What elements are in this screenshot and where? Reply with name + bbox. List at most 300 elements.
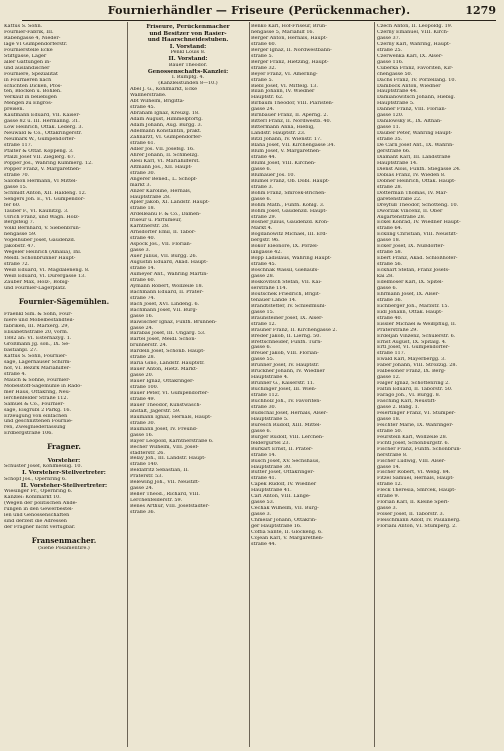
entry-line: Buresch Rudolf, XIII. Mittel- (251, 422, 322, 428)
entry-line: Bopp Ladislaus, Währing Haupt- (251, 256, 332, 262)
entry-line: straße 4. (4, 371, 27, 377)
entry-line: gasse 24. (130, 486, 154, 492)
entry-line: gasse 16. (130, 432, 154, 438)
entry-line: straße 29. (251, 214, 277, 220)
entry-line: gerstraße 66. (377, 149, 411, 155)
entry-line: gasse 12. (377, 375, 401, 381)
entry-line: Adam August, Himmelpfortg. (130, 117, 203, 123)
entry-line: gasse 37. (377, 35, 401, 41)
entry-line: gasse 24. (130, 325, 154, 331)
entry-line: gasse 3. (377, 506, 398, 512)
entry-line: säge, Lagerhäuser Schirm- (4, 359, 72, 365)
entry-line: Buchinger Josef, III. Wien- (251, 387, 317, 393)
entry-line: Benes Arthur, VIII. Josefstädter- (130, 504, 210, 510)
entry-line: Damianowitsch Johann, Hiebig. (377, 95, 456, 101)
entry-line: Feurstein Karl, Wollzeile 28. (377, 434, 448, 440)
entry-line: fer 60. (4, 202, 21, 208)
entry-line: Angerer Bened., L. Schöpf- (130, 176, 198, 182)
entry-line: Brunner Josef, IV. Hauptstr. (251, 363, 320, 369)
entry-line: Danner Franz, VIII. Florian- (377, 107, 447, 113)
entry-line: Bösner Julius, Gaudenzd. Kron- (251, 220, 329, 226)
entry-line: gasse 28. (251, 274, 275, 280)
entry-line: gasse 53. (251, 500, 275, 506)
entry-line: straße 45. (130, 105, 156, 111)
entry-line: Auer Julius, VII. Burgg. 26. (130, 254, 198, 260)
entry-line: markt 3. (130, 182, 152, 188)
entry-line: Feiertinger Franz, VI. Stumper- (377, 410, 456, 416)
entry-line: Großmann Jg. son., IX. Se- (4, 342, 70, 348)
entry-line: Ardelleanu F. & Co., Damen- (130, 212, 201, 218)
entry-line: (Kanzleistunden 8—10.) (158, 81, 218, 87)
entry-line: Aymann Robert, Wollzeile 18. (130, 283, 204, 289)
entry-line: Wallnerstraße. (130, 93, 167, 99)
entry-line: ten, Blöcken u. Bohlen. (4, 89, 62, 95)
entry-line: Berger Anton, Hernals, Haupt- (251, 35, 328, 41)
entry-line: Meidl. Schönbrunner Haupt- (4, 256, 76, 262)
entry-line: Abt Wilhelm, Brigitta- (130, 99, 185, 105)
entry-line: städterstr. 26. (130, 450, 165, 456)
entry-line: nengasse 5, Mariahilf 16. (251, 29, 315, 35)
entry-line: Dworzak Vincenz, II. Ober (377, 208, 443, 214)
entry-line: ger Hauptstraße 16. (251, 524, 302, 530)
entry-line: Bardelli Josef, Schönb. Haupt- (130, 349, 205, 355)
entry-line: Popper Franz, V. Margarethen- (4, 166, 81, 172)
entry-line: Butter Josef, Ottakringer- (251, 470, 315, 476)
entry-line: Baumann Ignaz, Hernals, Haupt- (130, 414, 212, 420)
entry-line: und ausländischer (4, 65, 50, 71)
entry-line: straße 117. (4, 143, 33, 149)
entry-line: Zahnarzt, VI. Gumpendorfer- (130, 135, 203, 140)
entry-line: Bach Josef, XVI. Lindeng. 6. (130, 301, 200, 307)
entry-line: Edelmoser Karl, IX. Spitel- (377, 279, 444, 285)
entry-line: kai 28. (377, 274, 394, 280)
entry-line: Brandtstetter, IV. Schleifmühl- (251, 303, 327, 309)
entry-line: straße 40. (130, 236, 156, 242)
entry-line: gasse 6. (251, 196, 272, 202)
entry-line: straße 140. (130, 462, 159, 468)
entry-line: bastianpl. 27. (4, 348, 38, 354)
entry-line: Fraenkl Sim. & Sohn, Four- (4, 312, 73, 318)
entry-line: Baumann Josef, IV. Freund- (130, 426, 198, 432)
entry-line: Bilan Johann, IV. Wiedner (251, 89, 315, 95)
entry-line: Beyer Franz, VI. Amerling- (251, 71, 318, 77)
entry-line: Beldafritz Sebastian, II. (130, 468, 189, 474)
entry-line: Hauptstraße 44. (377, 89, 418, 95)
entry-line: Markt 4. (251, 226, 273, 232)
page-number: 1279 (465, 4, 496, 17)
entry-line: gasse 6. (251, 428, 272, 434)
entry-line: Stiftgasse, Lager (4, 53, 47, 59)
entry-line: Fichtl Josef, Schönburgstr. 6. (377, 440, 450, 446)
entry-line: gasse 3. (251, 512, 272, 518)
entry-line: Blümel Franz, Ob. Döbl. Haupt- (251, 178, 330, 184)
entry-line: Genossenschafts-Kanzlei: (147, 68, 229, 75)
entry-line: straße 44. (251, 154, 277, 160)
entry-line: feldergürtel 23. (251, 440, 291, 446)
entry-line: Berger Franz, Hietzing, Haupt- (251, 59, 329, 65)
entry-line: gasse 55. (251, 357, 275, 363)
entry-line: und Fournier-Lagerplatz. (4, 285, 67, 291)
entry-line: brunnerstr. 24. (130, 343, 168, 349)
entry-line: Breder Jakob, II. Lierng. 50. (251, 333, 321, 339)
entry-line: Erdeljan Vinzenz, Schulerstr. 6. (377, 333, 456, 339)
entry-line: Abraham Ignaz, Kreuzg. 18. (130, 111, 200, 117)
entry-line: Altmann Jos., XII. Haupt- (130, 164, 193, 170)
entry-line: Capek Rudolf, IV. Wiedner (251, 482, 317, 488)
entry-line: anstalt, Jägerstr. 59. (130, 408, 181, 414)
entry-line: garetenstraße 22. (377, 196, 422, 202)
entry-line: Czerwenka Karl, IX. Alser- (377, 53, 443, 59)
entry-line: Becher Wilhelm, VIII. Josef- (130, 444, 199, 450)
entry-line: Eckling Christian, VIII. Neustift- (377, 232, 458, 238)
entry-line: Birbaum Theodor, VIII. Piaristen- (251, 101, 334, 107)
entry-line: Wegeler Heinrich (Amalia), Ihl. (4, 250, 82, 256)
entry-line: Kanzlei: Kohlmarkt 10. (4, 495, 61, 501)
entry-line: Bauer Ignaz, Ottakringer- (130, 379, 195, 385)
entry-line: Bokor Eleonore, IX. Porzel- (251, 244, 319, 250)
entry-line: straße 60. (130, 277, 156, 283)
entry-line: straße 28. (130, 355, 156, 361)
column-1 (4, 24, 124, 747)
entry-line: Neuwald & Co., Ottakringerstr. (4, 131, 82, 137)
entry-line: Birnbauer Franz, II. Aperng. 2. (251, 113, 329, 119)
entry-line: Kattus S. Sohn. (4, 24, 43, 29)
entry-line: Coffia Sante, II. Glockeng. 6. (251, 530, 323, 536)
entry-line: aller Gattungen in- (4, 59, 51, 65)
entry-line: Vorsteher: (47, 457, 81, 464)
entry-line: straße 30. (130, 170, 156, 176)
entry-line: straße 74. (130, 295, 156, 301)
entry-line: Popper Jos., Währing Kummerg. 12. (4, 160, 93, 166)
entry-line: straße 58. (377, 250, 403, 256)
entry-line: Czech Anton, II. Leopoldg. 19. (377, 24, 453, 29)
entry-line: in Fournieren nach (4, 77, 52, 83)
entry-line: Eichberger Joh., Märzstr. 15. (377, 303, 450, 309)
entry-line: Bachmann Josef, VII. Burg- (130, 307, 198, 313)
entry-line: Ebert Franz, Akad. Schloßhofer- (377, 256, 458, 262)
entry-line: Neumark W., Gumpendorfer- (4, 137, 76, 143)
entry-line: gasse 16. (130, 313, 154, 319)
entry-line: sind derzeit die Adressen (4, 519, 67, 525)
entry-line: Weiß Eduard, VI. Dürergasse 13. (4, 274, 86, 280)
entry-line: Brunner G., Kaiserstr. 11. (251, 381, 315, 387)
entry-line: friseur u. Parfümeur, (130, 218, 182, 224)
entry-line: Fasching Karl, Neustift- (377, 399, 437, 405)
entry-line: Fischer Franz, Fünfh. Schönbrun- (377, 446, 462, 452)
entry-line: Florian Karl, II. Kleine Sperl- (377, 500, 450, 506)
entry-line: Baria Gino, Landstr. Hauptstr. (130, 361, 205, 367)
entry-line: Hauptstraße 5. (251, 416, 289, 422)
column-4 (377, 24, 500, 747)
entry-line: langasse 42. (251, 250, 282, 256)
entry-line: Hauptstr. 62. (251, 95, 284, 101)
entry-line: gasse 18. (377, 416, 401, 422)
column-rule (249, 22, 250, 747)
entry-line: Baiwischer Ignaz, Fünfh. Brunnen- (130, 319, 217, 325)
entry-line: Elisabethstraße 20, vorm. (4, 330, 69, 336)
entry-line: serstraße 114. (251, 285, 288, 291)
entry-line: I. Vorsteher-Stellvertreter: (22, 470, 106, 477)
entry-line: Farago Joh., VI. Burgg. 8. (377, 393, 441, 399)
entry-line: Czerny Emanuel, VIII. Kirch- (377, 29, 449, 35)
entry-line: Bitzl Johann, IV. Wienstr. 17. (251, 137, 322, 143)
entry-line: straße 41. (251, 476, 277, 482)
entry-line: straße 40. (377, 315, 403, 321)
entry-line: Bittermann Anna, Hiebig, (251, 125, 315, 131)
entry-line: Dotterman Thomas, IV. Mar- (377, 190, 448, 196)
entry-line: Bogdanowitz Michael, III. Erd- (251, 232, 328, 238)
entry-line: Bluml Josef, VIII. Kirchen- (251, 160, 316, 166)
entry-line: nengasse 59. (4, 232, 37, 238)
entry-line: Arnsdorfer Emil, II. Tabor- (130, 230, 196, 236)
entry-line: Samuel & Co., Fournier- (4, 401, 65, 407)
entry-line: Fleck Theresia, Smrcek, Haupt- (377, 488, 456, 494)
entry-line: straße 32. (251, 65, 277, 71)
entry-line: II. Vorsteher-Stellvertreter: (20, 482, 108, 489)
entry-line: straße 112. (251, 393, 280, 399)
entry-line: straße 12. (251, 321, 277, 327)
entry-line: Sengers Joh. E., VI. Gumpendor- (4, 196, 85, 202)
entry-line: rungen in den Gewerbestel- (4, 507, 74, 513)
entry-line: Kattus S. Sohn, Fournier- (4, 353, 67, 359)
entry-line: Diamant Karl, III. Landstraße (377, 154, 451, 160)
entry-line: Falger Ignaz, Schottenring 2. (377, 381, 450, 387)
entry-line: Belay Joh., III. Landstr. Haupt- (130, 456, 206, 462)
entry-line: Adler Jos. VII. Josefsg. 16. (130, 146, 195, 152)
entry-line: Apler Jakob, XI. Landstr. Haupt- (130, 200, 210, 206)
entry-line: gasse 2. Babg. 1. (377, 405, 420, 410)
entry-line: Burkart Ernst, II. Prater- (251, 446, 313, 452)
entry-line: gasse 15. (4, 184, 28, 190)
entry-line: straße 44. (251, 541, 277, 547)
entry-line: Brettschneider, Fünfh. Turn- (251, 339, 323, 345)
entry-line: Bauer Theodor, Kunstwasch- (130, 402, 202, 408)
entry-line: Fournierstelle Ecke (4, 47, 53, 53)
entry-line: len und Genossenschaften (4, 513, 70, 519)
entry-line: Weiß Eduard, VI. Magdaleneng. 8. (4, 268, 90, 274)
entry-line: Schöpf Jos., Opernring 6. (4, 476, 67, 482)
entry-line: Fourniere, Spezialität (4, 71, 58, 77)
entry-line: Berger Ignaz, II. Nordwestbahn- (251, 47, 332, 53)
entry-line: Schmidt Anton, XII. Haldeng. 12. (4, 190, 87, 196)
entry-line: II. Vorstand: (168, 56, 208, 63)
entry-line: Cechak Wilhelm, VII. Burg- (251, 506, 319, 512)
entry-line: Braunsteiner Josef, IX. Alser- (251, 315, 324, 321)
entry-line: Fragner. (47, 443, 81, 452)
entry-line: Beller Theod., Richard, VIII. (130, 492, 200, 498)
entry-line: Zauber Max, Holz-, Böbig- (4, 279, 70, 285)
entry-line: Cojean Karl, V. Margarethen- (251, 535, 324, 541)
entry-line: straße 3. (251, 184, 274, 190)
entry-line: hof, VI. Bezirk Mariahilfer- (4, 365, 71, 371)
entry-line: 1882 an: VI. Esterházyg. 1. (4, 336, 72, 342)
entry-line: gasse 14. (377, 464, 401, 470)
entry-line: Erzeugung von einfachen (4, 413, 68, 419)
entry-line: Breuer Jakob, VIII. Florian- (251, 351, 319, 357)
entry-line: Fournier-Fabrik, III. (4, 29, 54, 35)
entry-line: I. Vorstand: (169, 43, 207, 50)
entry-line: straße 30. (130, 420, 156, 426)
entry-line: straße 49. (130, 396, 156, 402)
entry-line: Czerny Karl, Währing, Haupt- (377, 41, 451, 47)
entry-line: Mauch & Söhne, Fournier- (4, 377, 71, 383)
entry-line: straße 30. (251, 405, 277, 410)
entry-line: straße 9. (377, 494, 400, 500)
entry-line: Lerchenfelderstr. 59. (130, 498, 183, 504)
entry-line: Ernst August, IX. Spitalg. 4. (377, 339, 447, 345)
entry-line: Dreyfuß Theodor, Schotteng. 10. (377, 202, 459, 208)
entry-line: Hauptstraße 14. (377, 160, 418, 166)
entry-line: Kärntnerstr. 28. (130, 224, 170, 230)
entry-line: Ecker Josef, IX. Nußdorfer- (377, 244, 445, 250)
entry-line: straße 56. (377, 262, 403, 268)
entry-line: Fournier-Sägemühlen. (18, 297, 110, 306)
entry-line: Ertl Josef, VI. Gumpendorfer- (377, 345, 450, 351)
entry-line: gasse 6. (251, 345, 272, 351)
entry-line: gasse 120. (377, 113, 404, 119)
entry-line: Adelmann Konstantin, prakt. (130, 129, 202, 135)
entry-line: straße 64. (377, 226, 403, 232)
entry-line: straße 28. (377, 184, 403, 190)
entry-line: Damböck Anton, Wiedner (377, 83, 441, 89)
entry-line: Danilowsky R., IX. Althan- (377, 119, 442, 125)
entry-line: Adam Johann, Aug. Burgg. 3. (130, 123, 203, 129)
entry-line: Anzer Karoline, Hernals, (130, 188, 192, 194)
entry-line: Augustin Eduard, Akad. Haupt- (130, 260, 208, 266)
entry-line: straße 18. (130, 206, 156, 212)
entry-line: chengasse 50. (377, 71, 413, 77)
column-3 (251, 24, 371, 747)
entry-line: Boskovitsch Stefan, VII. Kai- (251, 279, 322, 285)
entry-line: lerchenfelder Straße 112. (4, 395, 69, 401)
entry-line: straße 5. (251, 77, 274, 83)
entry-line: Rabengasse 4, Nieder- (4, 35, 61, 41)
entry-line: Barabás Josef, III. Ungarg. 53. (130, 331, 206, 337)
entry-line: Erdbergstraße 106. (4, 431, 53, 437)
entry-line: straße 35. (377, 137, 403, 143)
entry-line: Böhm Math., Fünfh. Kohlg. 3. (251, 202, 325, 208)
entry-line: tenauer Lände 14. (251, 297, 297, 303)
entry-line: straße 100. (130, 385, 159, 391)
entry-line: Carl Anton, VIII. Lange- (251, 494, 311, 500)
entry-line: niere und Möbelbestandteil- (4, 318, 75, 324)
entry-line: Bauer Anton, Hietz. Markt- (130, 367, 198, 373)
entry-line: Dobner Heinrich, Ottak. Haupt- (377, 178, 456, 184)
entry-line: Floriani Anton, VI. Stumperg. 2. (377, 524, 457, 530)
entry-line: Ehrmann Josef, IX. Alser- (377, 291, 440, 297)
running-title: Fournierhändler — Friseure (Perückenmacher). (107, 4, 411, 17)
entry-line: Blumauer Jos. 10. (251, 172, 296, 178)
entry-line: Fischer Robert, VI. Webg. 84. (377, 470, 451, 476)
entry-line: Löw Heinrich, Ottak. Lederg. 3. (4, 125, 84, 131)
entry-line: Hauptstraße 41. (251, 488, 292, 494)
entry-line: Bayer Leopold, Kärntnerstraße 6. (130, 438, 214, 444)
entry-line: Hauptstraße 5. (377, 101, 415, 107)
entry-line: (Siehe Posamentire.) (38, 545, 90, 551)
entry-line: straße 14. (130, 265, 156, 271)
entry-line: Bauer Theodor. (168, 62, 208, 68)
entry-line: Falbesoner Franz, IX. Berg- (377, 369, 446, 375)
entry-line: Dobias Franz, IV. Wieden 8. (377, 172, 446, 178)
entry-line: Penkl Louis 8. (170, 50, 206, 56)
entry-line: straße 45. (251, 262, 277, 268)
entry-line: preisen. (4, 107, 25, 113)
entry-line: Ewald Karl, Mayerbergg. 3. (377, 357, 446, 363)
entry-line: straße 60. (251, 41, 277, 47)
entry-line: Budschal Josef, Hernals, Alser- (251, 410, 328, 416)
entry-line: Blum Josef, V. Margarethen- (251, 149, 321, 155)
entry-line: der Fragner nicht verfügbar. (4, 525, 76, 531)
entry-line: Ulrich Franz, und Wagn. Holz- (4, 214, 80, 220)
entry-line: straße 25. (377, 47, 403, 53)
entry-line: Fitzel Samuel, Hernals, Haupt- (377, 476, 454, 482)
entry-line: Boschnak Wassil, Gießaufs- (251, 268, 319, 274)
entry-line: Fölser Josef, II. Taborstr. 3. (377, 512, 445, 518)
entry-line: Hauptstraße 28. (130, 194, 171, 200)
entry-line: Busch Josef, XV. Sechshaus, (251, 458, 320, 464)
entry-line: Eckel Konrad, IV. Wiedner Haupt- (377, 220, 461, 226)
entry-line: Bauer Peter, VI. Gumpendorfer- (130, 390, 209, 396)
column-2 (130, 24, 246, 747)
entry-line: De Carli Josef Ant., IX. Währin- (377, 143, 454, 149)
entry-line: und Haarschneidestuben. (147, 37, 229, 44)
entry-line: Böhm Franz, Smrcek-Brichen- (251, 190, 326, 196)
column-rule (374, 22, 375, 747)
column-rule (127, 22, 128, 747)
entry-line: säge, Eisgrübl 2 Parkg. 16. (4, 407, 72, 413)
entry-line: straße 72. (4, 262, 30, 268)
entry-line: Hauptstraße 4. (251, 375, 289, 381)
entry-line: Fischer Ludwig, VIII. Alser- (377, 458, 446, 464)
entry-line: Salomon Hermann, VI Mittel- (4, 178, 78, 184)
page-header (22, 4, 496, 21)
entry-line: Jakobstr. 47. (4, 244, 36, 250)
entry-line: Praterstraße 29. (377, 327, 418, 333)
entry-line: straße 50. (377, 428, 403, 434)
entry-line: Dachs Franz, IV. Porzellang. 10. (377, 77, 457, 83)
entry-line: Vogelhuber Josef, Gaudenzd. (4, 238, 76, 244)
entry-line: Bergsteig 7. (4, 220, 35, 226)
entry-line: gasse 82 u. III. Hermanng. 31. (4, 119, 80, 125)
entry-line: gasse 6. (377, 285, 398, 291)
entry-line: Bachmann Eduard, II. Prater- (130, 289, 204, 295)
entry-line: straße 36. (377, 297, 403, 303)
entry-line: und geschnittenen Fournie- (4, 419, 73, 425)
entry-line: Aspöck Jos., VII. Florian- (130, 242, 192, 248)
entry-line: Feichter Marie, IX. Währinger- (377, 422, 454, 428)
entry-line: straße 117. (377, 351, 406, 357)
entry-line: Praterstr. 53. (130, 474, 163, 480)
entry-line: (Wegen der politischen Ände- (4, 501, 78, 507)
entry-line: gasse 6. (251, 166, 272, 172)
entry-line: Bitterl Franz, II. Nordwestb. 40. (251, 119, 332, 125)
entry-line: Landstr. Hauptstr. 23. (251, 131, 306, 137)
entry-line: gasse 11. (377, 125, 401, 131)
entry-line: gasse 3. (130, 248, 151, 254)
entry-line: Kaufmann Eduard, VII. Kaiser- (4, 113, 81, 119)
entry-line: Abel J. G., Kohlmarkt, Ecke (130, 87, 198, 93)
entry-line: Möbelstoff-Sägemühle in Rado- (4, 383, 82, 389)
entry-line: Alesi Karl, VI. Mariahilferst. (130, 158, 200, 164)
entry-line: Verkauf in beliebigen (4, 95, 57, 101)
entry-line: Boutschek Friedrich, Brigit- (251, 291, 321, 297)
entry-line: Buchholz Joh., IV. Favoriten- (251, 399, 322, 405)
entry-line: Eckhart Stefan, Franz Josefs- (377, 268, 450, 274)
entry-line: Belewing Joh., VII. Neustift- (130, 480, 200, 486)
entry-line: Chmelar Johann, Ottakrin- (251, 518, 317, 524)
entry-line: Fransenmacher. (31, 537, 97, 546)
entry-line: bergstr. 96. (251, 238, 280, 244)
